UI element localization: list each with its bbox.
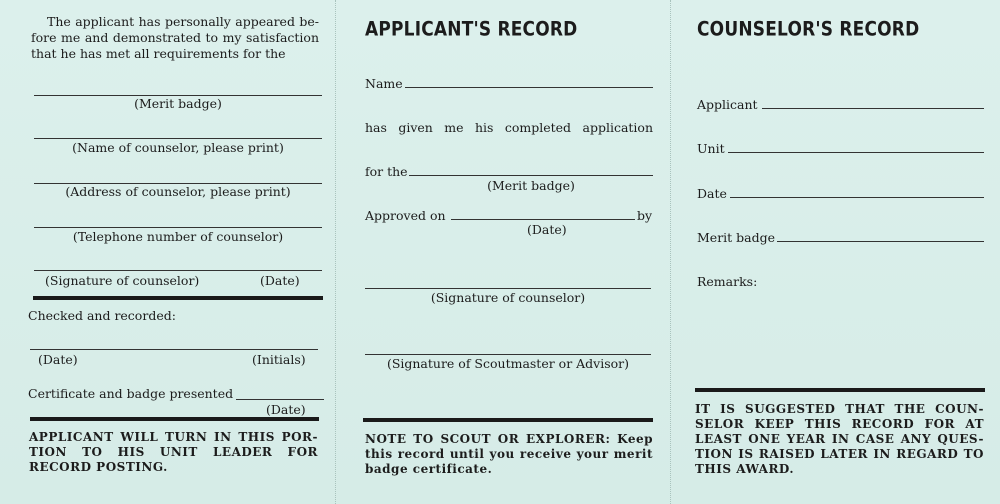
counselor-signature-caption: (Signature of counselor) xyxy=(45,273,200,288)
section-divider xyxy=(33,296,323,300)
approved-date-line[interactable] xyxy=(451,219,635,220)
intro-line-2: fore me and demonstrated to my satisfaction xyxy=(31,30,319,45)
merit-badge-caption: (Merit badge) xyxy=(487,178,575,193)
counselor-name-line[interactable] xyxy=(34,138,322,139)
counselors-record-panel xyxy=(670,0,1000,504)
initials-caption: (Initials) xyxy=(252,352,306,367)
counselors-record-title: COUNSELOR'S RECORD xyxy=(697,18,920,41)
intro-line-1: The applicant has personally appeared be- xyxy=(47,14,319,29)
applicant-label: Applicant xyxy=(697,97,758,112)
middle-footer-line-1: NOTE TO SCOUT OR EXPLORER: Keep xyxy=(365,432,653,446)
middle-footer-line-2: this record until you receive your merit xyxy=(365,447,653,461)
given-application-text: has given me his completed application xyxy=(365,120,653,135)
counselor-signature-line[interactable] xyxy=(365,288,651,289)
footer-divider xyxy=(30,417,319,421)
left-footer-line-1: APPLICANT WILL TURN IN THIS POR- xyxy=(29,430,318,444)
name-line[interactable] xyxy=(405,87,653,88)
right-footer-line-5: THIS AWARD. xyxy=(695,462,795,476)
checked-date-caption: (Date) xyxy=(38,352,78,367)
unit-label: Unit xyxy=(697,141,725,156)
scoutmaster-signature-line[interactable] xyxy=(365,354,651,355)
right-footer-line-1: IT IS SUGGESTED THAT THE COUN- xyxy=(695,402,984,416)
unit-line[interactable] xyxy=(728,152,984,153)
counselor-name-caption: (Name of counselor, please print) xyxy=(72,140,284,155)
scoutmaster-signature-caption: (Signature of Scoutmaster or Advisor) xyxy=(386,356,630,371)
applicant-line[interactable] xyxy=(762,108,984,109)
merit-badge-caption: (Merit badge) xyxy=(134,96,222,111)
right-footer-line-4: TION IS RAISED LATER IN REGARD TO xyxy=(695,447,984,461)
counselor-signature-line[interactable] xyxy=(34,270,322,271)
merit-badge-line[interactable] xyxy=(409,175,653,176)
applicants-record-panel xyxy=(335,0,670,504)
checked-recorded-line[interactable] xyxy=(30,349,318,350)
counselor-certification-panel xyxy=(0,0,335,504)
counselor-address-caption: (Address of counselor, please print) xyxy=(65,184,291,199)
applicants-record-title: APPLICANT'S RECORD xyxy=(365,18,578,41)
date-label: Date xyxy=(697,186,727,201)
certificate-presented-label: Certificate and badge presented xyxy=(28,386,234,401)
left-footer-line-3: RECORD POSTING. xyxy=(29,460,168,474)
certificate-date-caption: (Date) xyxy=(266,402,306,417)
approved-date-caption: (Date) xyxy=(527,222,567,237)
merit-badge-label: Merit badge xyxy=(697,230,776,245)
footer-divider xyxy=(695,388,985,392)
counselor-phone-caption: (Telephone number of counselor) xyxy=(72,229,284,244)
merit-badge-line[interactable] xyxy=(777,241,984,242)
footer-divider xyxy=(363,418,653,422)
checked-recorded-label: Checked and recorded: xyxy=(28,308,176,323)
by-label: by xyxy=(637,208,653,223)
approved-on-label: Approved on xyxy=(365,208,446,223)
name-label: Name xyxy=(365,76,403,91)
right-footer-line-3: LEAST ONE YEAR IN CASE ANY QUES- xyxy=(695,432,984,446)
date-line[interactable] xyxy=(730,197,984,198)
intro-line-3: that he has met all requirements for the xyxy=(31,46,286,61)
for-the-label: for the xyxy=(365,164,408,179)
certificate-date-line[interactable] xyxy=(236,399,324,400)
middle-footer-line-3: badge certificate. xyxy=(365,462,493,476)
counselor-phone-line[interactable] xyxy=(34,227,322,228)
remarks-label: Remarks: xyxy=(697,274,758,289)
left-footer-line-2: TION TO HIS UNIT LEADER FOR xyxy=(29,445,318,459)
right-footer-line-2: SELOR KEEP THIS RECORD FOR AT xyxy=(695,417,984,431)
signature-date-caption: (Date) xyxy=(260,273,300,288)
counselor-signature-caption: (Signature of counselor) xyxy=(430,290,586,305)
